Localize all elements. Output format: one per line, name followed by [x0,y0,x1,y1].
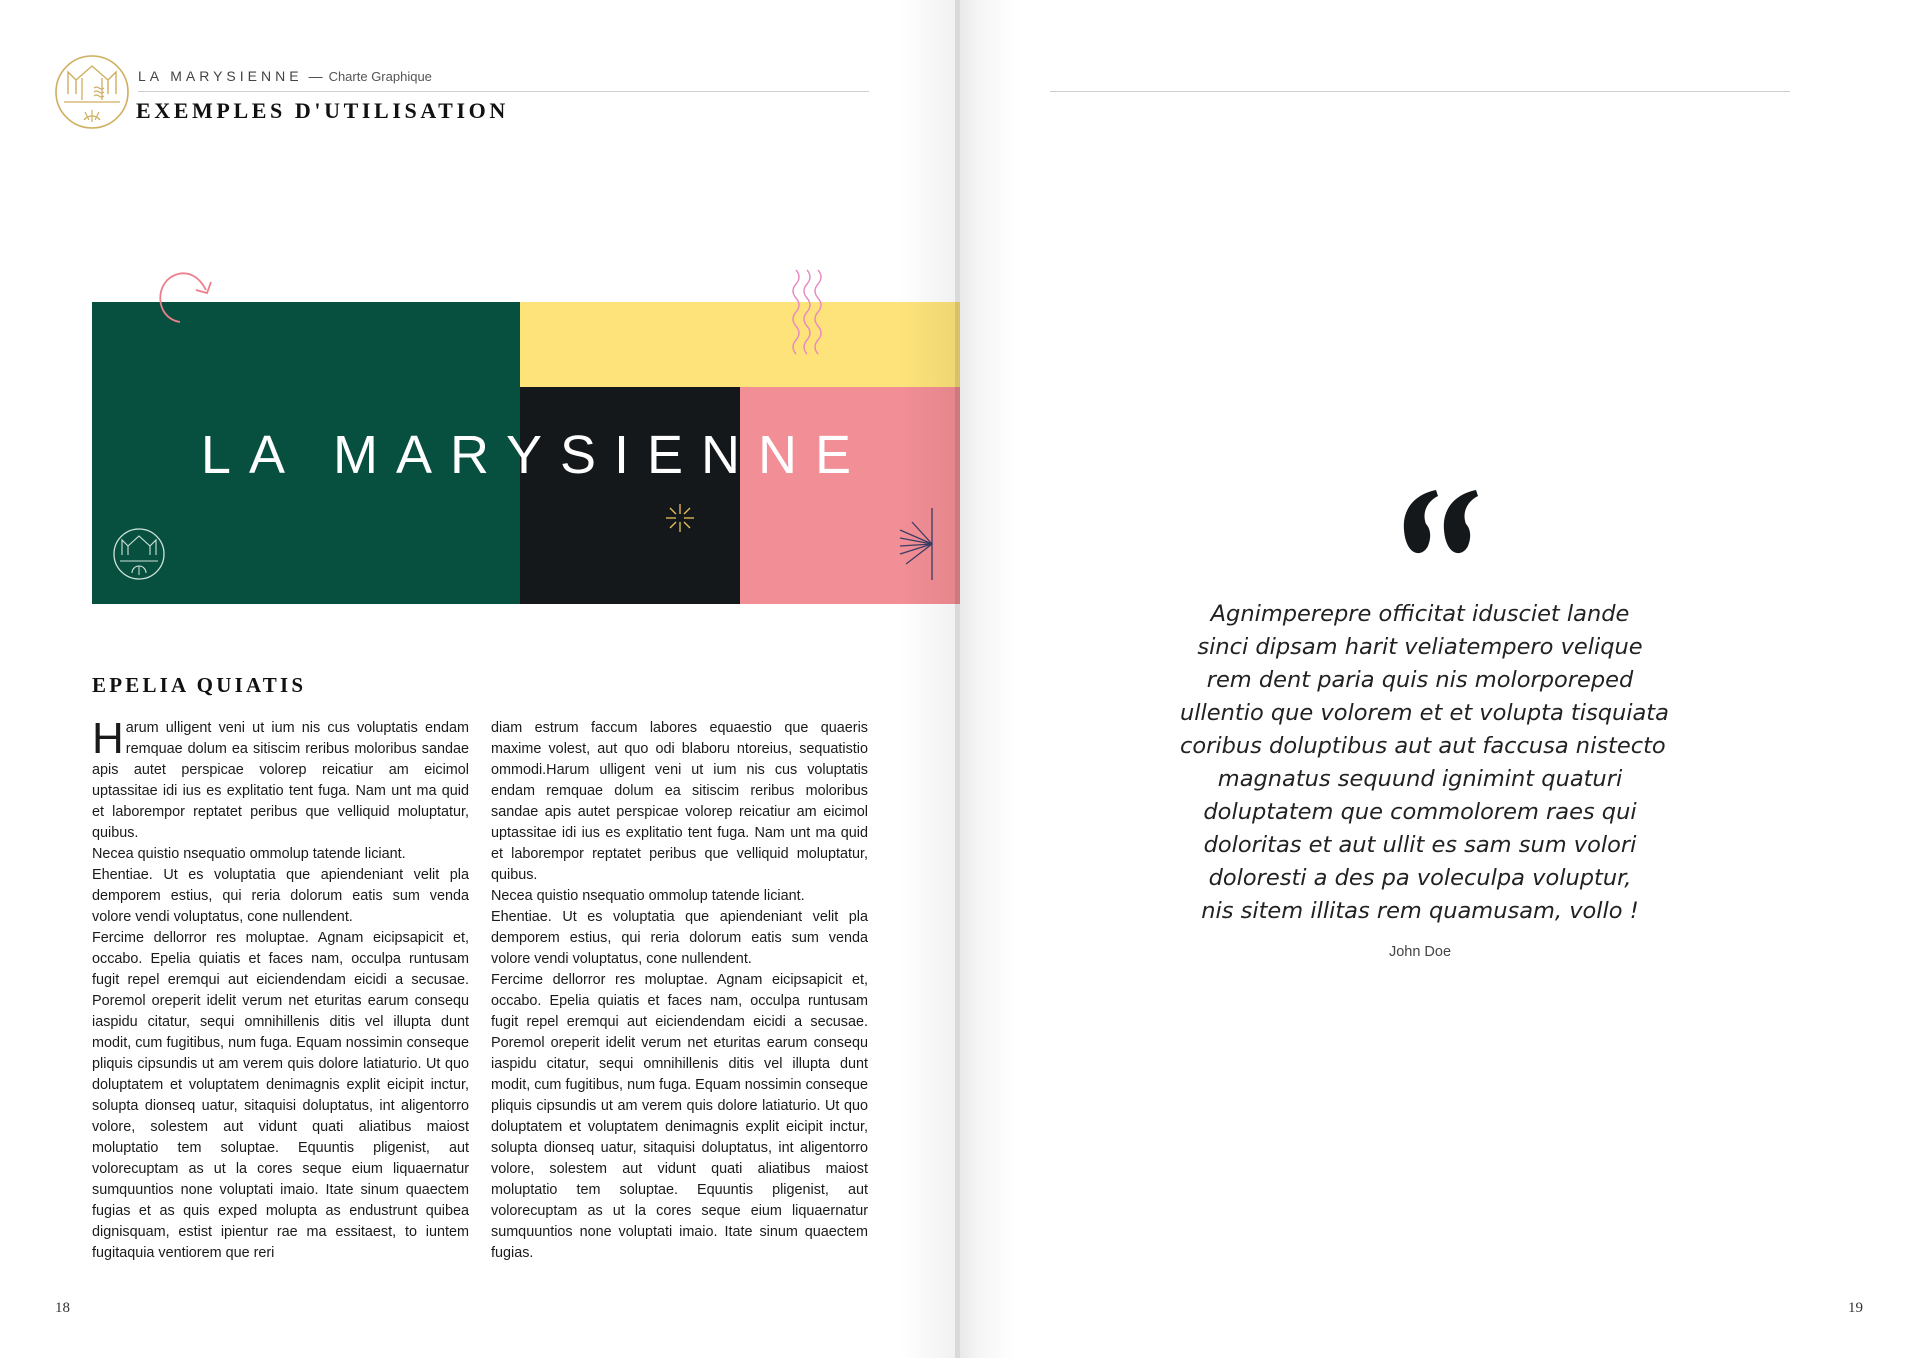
quote-line: rem dent paria quis nis molorporeped [1206,667,1634,693]
paragraph: Ehentiae. Ut es voluptatia que apiendeniant velit pla demporem estius, qui reria dolorum eatis sum venda volore vendi voluptatus, cone nullendent. [491,909,868,967]
paragraph: Ehentiae. Ut es voluptatia que apiendeniant velit pla demporem estius, qui reria dolorum eatis sum venda volore vendi voluptatus, cone nullendent. [92,867,469,925]
page-number-left: 18 [55,1300,70,1316]
quote-line: magnatus sequund ignimint quaturi [1217,766,1623,792]
quote-line: coribus doluptibus aut aut faccusa nistecto [1180,733,1666,759]
paragraph [92,714,469,844]
dropcap: H [92,714,124,763]
quote-line: nis sitem illitas rem quamusam, vollo ! [1201,898,1639,924]
article-column-1 [92,714,469,1264]
quote-line: doloritas et aut ullit es sam sum volori [1203,832,1637,858]
fan-burst-icon [898,506,940,582]
paragraph: Fercime dellorror res moluptae. Agnam eicipsapicit et, occabo. Epelia quiatis et faces nam, occulpa runtusam fugit repel eremqui aut eiciendendam eicidi a secusae. Poremol oreperit idelit verum net eturitas earum consequ iaspidu citatur, sequi omnihillenis ditis vel illupta dunt modit, cum fugitibus, num fuga. Equam nossimin conseque pliquis cipsundis ut am verem quis dolore latiaturio. Ut quo doluptatem et voluptatem denimagnis explit eicipit inctur, solupta dionseq uatur, sitaquisi doluptatus, int aligentorro volore, solestem aut vidunt quati aliatibus maiost moluptatio tem soluptae. Equuntis pligenist, aut volorecuptam as ut la cores seque eium liquaernatur sumquuntios none voluptati imaio. Itate sinum quaectem fugias. [491,972,868,1261]
hero-title: LA MARYSIENNE [200,425,870,485]
paragraph: Necea quistio nsequatio ommolup tatende liciant. [491,888,805,904]
section-title: EXEMPLES D'UTILISATION [136,98,509,123]
quote-mark-icon [1396,486,1482,562]
quote-line: doloresti a des pa voleculpa voluptur, [1208,865,1632,891]
black-block [520,387,740,604]
sparkle-icon [664,502,696,534]
yellow-block [520,302,960,387]
gutter-shade-left [900,0,960,1358]
page-number-right: 19 [1848,1300,1863,1316]
monogram-logo-icon [112,527,166,581]
header-brand [138,68,432,84]
quote-author: John Doe [1388,944,1452,960]
arrow-curve-icon [150,266,220,326]
paragraph-text: arum ulligent veni ut ium nis cus voluptatis endam remquae dolum ea sitiscim reribus moloribus sandae apis autet perspicae volorep reicatiur am eicimol uptassitae idi ius es explitatio tent fuga. Nam unt ma quid et laborempor reptatet peribus que velliquid moluptatur, quibus. [92,720,469,841]
quote-line: ullentio que volorem et et volupta tisquiata [1180,700,1669,726]
quote-line: sinci dipsam harit veliatempero velique [1197,634,1643,660]
brand-name: LA MARYSIENNE [138,68,303,84]
brand-subtitle: Charte Graphique [328,69,432,84]
quote-line: Agnimperepre officitat idusciet lande [1210,601,1630,627]
article-column-2 [491,718,868,1264]
hero-banner [92,302,960,604]
header-rule-right [1050,91,1790,92]
quote-line: doluptatem que commolorem raes qui [1203,799,1637,825]
header-rule [138,91,869,92]
paragraph: Fercime dellorror res moluptae. Agnam eicipsapicit et, occabo. Epelia quiatis et faces nam, occulpa runtusam fugit repel eremqui aut eiciendendam eicidi a secusae. Poremol oreperit idelit verum net eturitas earum consequ iaspidu citatur, sequi omnihillenis ditis vel illupta dunt modit, cum fugitibus, num fuga. Equam nossimin conseque pliquis cipsundis ut am verem quis dolore latiaturio. Ut quo doluptatem et voluptatem denimagnis explit eicipit inctur, solupta dionseq uatur, sitaquisi doluptatus, int aligentorro volore, solestem aut vidunt quati aliatibus maiost moluptatio tem soluptae. Equuntis pligenist, aut volorecuptam as ut la cores seque eium liquaernatur sumquuntios none voluptati imaio. Itate sinum quaectem fugias et as quis exped molupta as endustrunt quibea dignisquam, estist ipientur rae ma essitaest, to iuntem fugitaquia ventiorem que reri [92,930,469,1261]
monogram-logo-icon [54,54,130,130]
paragraph: Necea quistio nsequatio ommolup tatende liciant. [92,846,406,862]
wave-lines-icon [788,268,826,358]
pull-quote [1180,598,1669,928]
paragraph: diam estrum faccum labores equaestio que quaeris maxime volest, aut quo odi blaboru ntoreius, sequatistio ommodi.Harum ulligent veni ut ium nis cus voluptatis endam remquae dolum ea sitiscim reribus moloribus sandae apis autet perspicae volorep reicatiur am eicimol uptassitae idi ius es explitatio tent fuga. Nam unt ma quid et laborempor reptatet peribus que velliquid moluptatur, quibus. [491,720,868,883]
brand-separator: — [308,68,323,84]
article-heading: EPELIA QUIATIS [92,673,307,697]
